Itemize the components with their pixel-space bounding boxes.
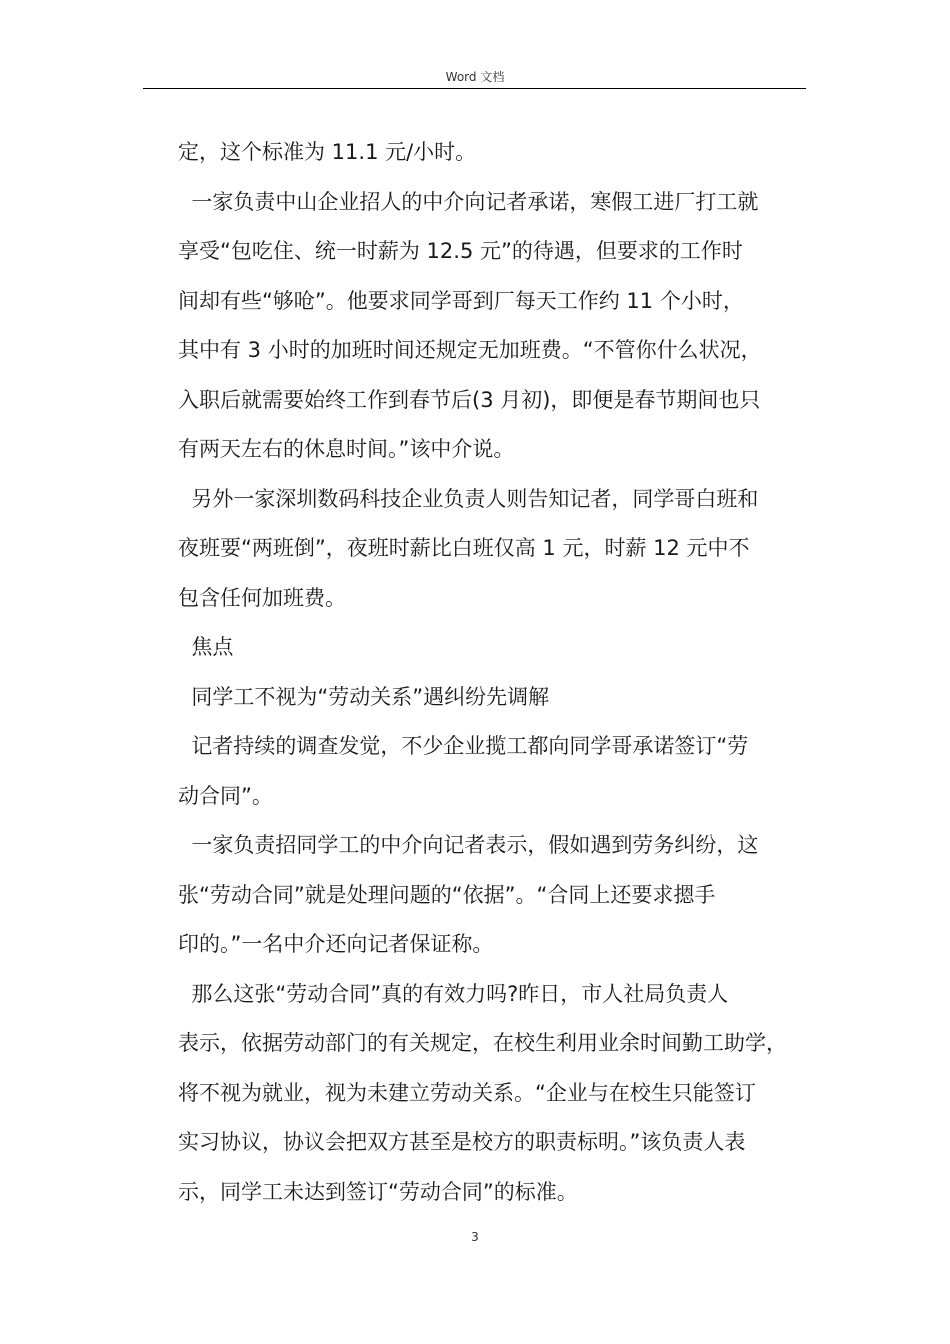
text-line: 实习协议，协议会把双方甚至是校方的职责标明。”该负责人表 [178,1130,746,1154]
text-line: 间却有些“够呛”。他要求同学哥到厂每天工作约 11 个小时， [178,288,744,313]
text-line: 包含任何加班费。 [178,585,346,610]
section-heading: 焦点 [178,635,234,659]
text-line: 将不视为就业，视为未建立劳动关系。“企业与在校生只能签订 [178,1080,756,1105]
page-number: 3 [471,1230,479,1244]
text-line: 夜班要“两班倒”，夜班时薪比白班仅高 1 元，时薪 12 元中不 [178,536,750,560]
text-line: 印的。”一名中介还向记者保证称。 [178,932,494,956]
text-line: 一家负责中山企业招人的中介向记者承诺，寒假工进厂打工就 [178,189,759,214]
text-line: 张“劳动合同”就是处理问题的“依据”。“合同上还要求摁手 [178,882,716,907]
text-line: 那么这张“劳动合同”真的有效力吗?昨日，市人社局负责人 [178,981,729,1006]
text-line: 示，同学工未达到签订“劳动合同”的标准。 [178,1179,578,1204]
text-line: 表示，依据劳动部门的有关规定，在校生利用业余时间勤工助学， [178,1031,787,1055]
text-line: 其中有 3 小时的加班时间还规定无加班费。“不管你什么状况， [178,338,762,362]
text-line: 定，这个标准为 11.1 元/小时。 [178,140,477,164]
document-body [178,128,813,1217]
text-line: 另外一家深圳数码科技企业负责人则告知记者，同学哥白班和 [178,486,759,511]
text-line: 动合同”。 [178,783,273,808]
text-line: 一家负责招同学工的中介向记者表示，假如遇到劳务纠纷，这 [178,833,759,857]
header-divider [143,88,806,89]
section-subheading: 同学工不视为“劳动关系”遇纠纷先调解 [178,684,550,709]
text-line: 入职后就需要始终工作到春节后(3 月初)，即便是春节期间也只 [178,387,761,412]
text-line: 有两天左右的休息时间。”该中介说。 [178,437,515,461]
page-header: Word 文档 [445,70,505,84]
text-line: 享受“包吃住、统一时薪为 12.5 元”的待遇，但要求的工作时 [178,239,743,263]
text-line: 记者持续的调查发觉，不少企业揽工都向同学哥承诺签订“劳 [178,734,749,758]
